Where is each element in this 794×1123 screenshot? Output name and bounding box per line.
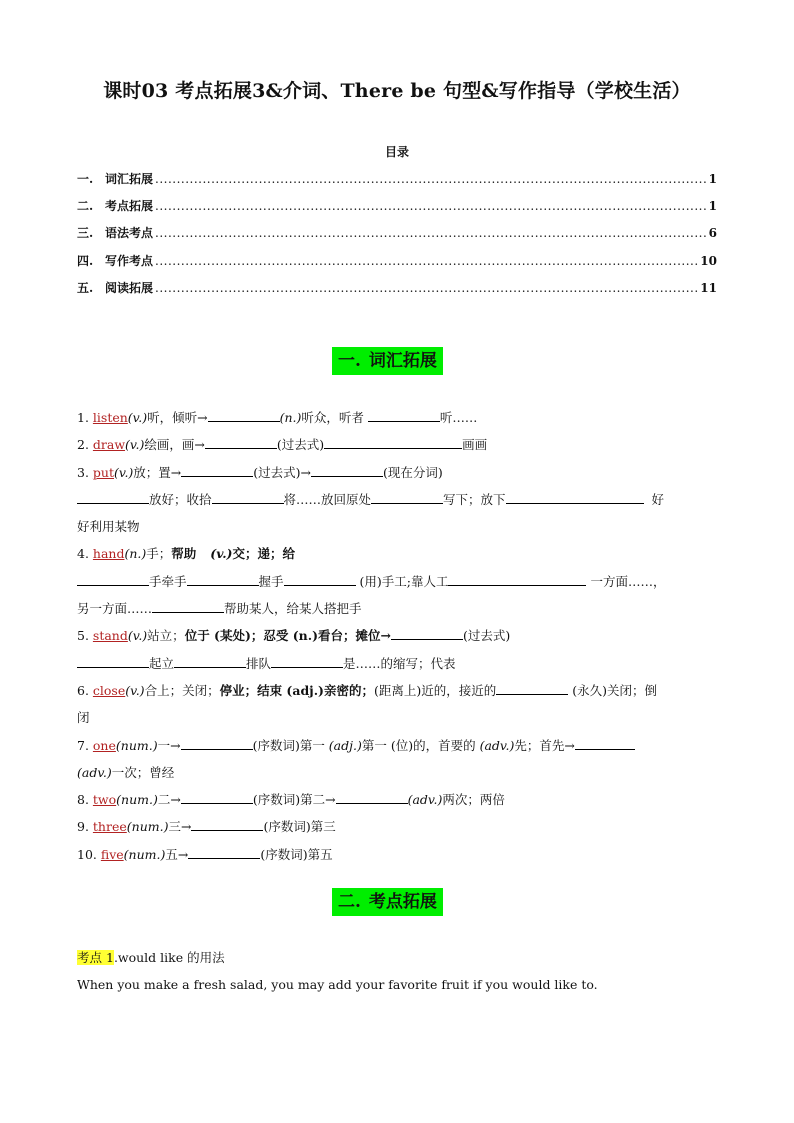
vocab-line: 闭: [77, 710, 90, 726]
answer-blank[interactable]: [187, 573, 259, 586]
toc-heading: 目录: [384, 145, 409, 159]
vocab-line: 另一方面…… 帮助某人，给某人搭把手: [77, 601, 362, 617]
answer-blank[interactable]: [371, 491, 443, 504]
vocab-line: 放好；收拾 将……放回原处 写下；放下 好: [77, 486, 717, 513]
toc-item[interactable]: [77, 170, 717, 197]
answer-blank[interactable]: [181, 737, 253, 750]
vocab-line: 5. stand(v.)站立；位于 (某处)；忍受 (n.)看台；摊位→ (过去式): [77, 628, 511, 644]
vocab-line: 2. draw(v.)绘画，画→ (过去式) 画画: [77, 437, 488, 453]
vocab-line: 6. close(v.)合上；关闭；停业；结束 (adj.)亲密的；(距离上)近的，接近的 (永久)关闭；倒: [77, 682, 657, 698]
vocab-list: [77, 404, 717, 868]
vocab-word: one: [92, 737, 116, 753]
toc-item-number: 一.: [77, 172, 94, 186]
answer-blank[interactable]: [324, 436, 462, 449]
vocab-word: five: [100, 846, 124, 862]
vocab-line: (adv.)一次；曾经: [77, 764, 175, 780]
toc-item-number: 二.: [77, 199, 94, 214]
point-tag: 考点 1: [77, 950, 114, 965]
vocab-line: 好利用某物: [77, 519, 140, 535]
vocab-line: 3. put(v.)放；置→ (过去式)→ (现在分词): [77, 464, 443, 480]
vocab-line: 手牵手 握手 (用)手工;靠人工 一方面……，: [77, 568, 717, 595]
answer-blank[interactable]: [205, 436, 277, 449]
vocab-word: stand: [92, 628, 128, 644]
toc-leader-dots: [155, 172, 707, 186]
toc-item-label: 写作考点: [105, 253, 154, 268]
answer-blank[interactable]: [496, 682, 568, 695]
vocab-line: 4. hand(n.)手；帮助 (v.)交；递；给: [77, 546, 295, 562]
table-of-contents: [77, 170, 717, 306]
vocab-word: three: [92, 819, 127, 835]
toc-item[interactable]: [77, 252, 717, 279]
toc-item-number: 五.: [77, 280, 94, 295]
vocab-line: 10. five(num.)五→ (序数词)第五: [77, 846, 333, 862]
vocab-word: listen: [92, 410, 128, 425]
vocab-word: draw: [92, 437, 126, 453]
answer-blank[interactable]: [575, 737, 635, 750]
point-section: [77, 944, 717, 999]
answer-blank[interactable]: [506, 491, 644, 504]
toc-item-label: 考点拓展: [105, 199, 154, 214]
toc-item-label: 阅读拓展: [105, 280, 154, 295]
point-heading: 考点 1.would like 的用法: [77, 950, 225, 965]
section-label: 考点拓展: [368, 892, 437, 912]
answer-blank[interactable]: [208, 409, 280, 422]
answer-blank[interactable]: [188, 846, 260, 859]
toc-item-label: 词汇拓展: [105, 172, 154, 186]
answer-blank[interactable]: [284, 573, 356, 586]
toc-item-page: 11: [700, 280, 717, 295]
answer-blank[interactable]: [77, 491, 149, 504]
vocab-line: 起立 排队 是……的缩写；代表: [77, 650, 717, 677]
vocab-word: put: [92, 464, 114, 480]
vocab-line: 8. two(num.)二→ (序数词)第二→ (adv.)两次；两倍: [77, 792, 505, 808]
page-title: 课时03 考点拓展3&介词、There be 句型&写作指导（学校生活）: [103, 80, 691, 102]
section-heading-points: [332, 888, 443, 916]
toc-item-number: 三.: [77, 226, 94, 241]
answer-blank[interactable]: [77, 573, 149, 586]
answer-blank[interactable]: [448, 573, 586, 586]
toc-leader-dots: [155, 226, 707, 240]
toc-item-page: 6: [708, 226, 717, 241]
answer-blank[interactable]: [152, 600, 224, 613]
answer-blank[interactable]: [311, 464, 383, 477]
toc-leader-dots: [155, 254, 698, 268]
answer-blank[interactable]: [336, 791, 408, 804]
answer-blank[interactable]: [212, 491, 284, 504]
answer-blank[interactable]: [181, 791, 253, 804]
section-label: 词汇拓展: [368, 351, 437, 371]
section-number: 二.: [338, 892, 361, 912]
toc-leader-dots: [155, 199, 707, 213]
vocab-word: two: [92, 792, 117, 808]
answer-blank[interactable]: [191, 818, 263, 831]
answer-blank[interactable]: [181, 464, 253, 477]
point-example: When you make a fresh salad, you may add your favorite fruit if you would like to.: [77, 977, 598, 993]
vocab-word: close: [92, 682, 126, 698]
answer-blank[interactable]: [174, 655, 246, 668]
answer-blank[interactable]: [368, 409, 440, 422]
vocab-line: 1. listen(v.)听，倾听→ (n.)听众，听者 听……: [77, 410, 478, 425]
toc-item-page: 1: [708, 172, 717, 186]
section-number: 一.: [338, 351, 361, 371]
toc-item-page: 10: [700, 253, 717, 268]
vocab-line: 7. one(num.)一→ (序数词)第一 (adj.)第一 (位)的，首要的 (adv.)先；首先→: [77, 732, 717, 759]
toc-item-number: 四.: [77, 253, 94, 268]
answer-blank[interactable]: [77, 655, 149, 668]
vocab-line: 9. three(num.)三→ (序数词)第三: [77, 819, 336, 835]
vocab-word: hand: [92, 546, 125, 562]
answer-blank[interactable]: [271, 655, 343, 668]
section-heading-vocab: [332, 347, 443, 375]
answer-blank[interactable]: [391, 627, 463, 640]
toc-item-label: 语法考点: [105, 226, 154, 241]
toc-item[interactable]: [77, 279, 717, 306]
toc-item-page: 1: [708, 199, 717, 214]
toc-leader-dots: [155, 281, 698, 295]
toc-item[interactable]: [77, 197, 717, 224]
toc-item[interactable]: [77, 224, 717, 251]
